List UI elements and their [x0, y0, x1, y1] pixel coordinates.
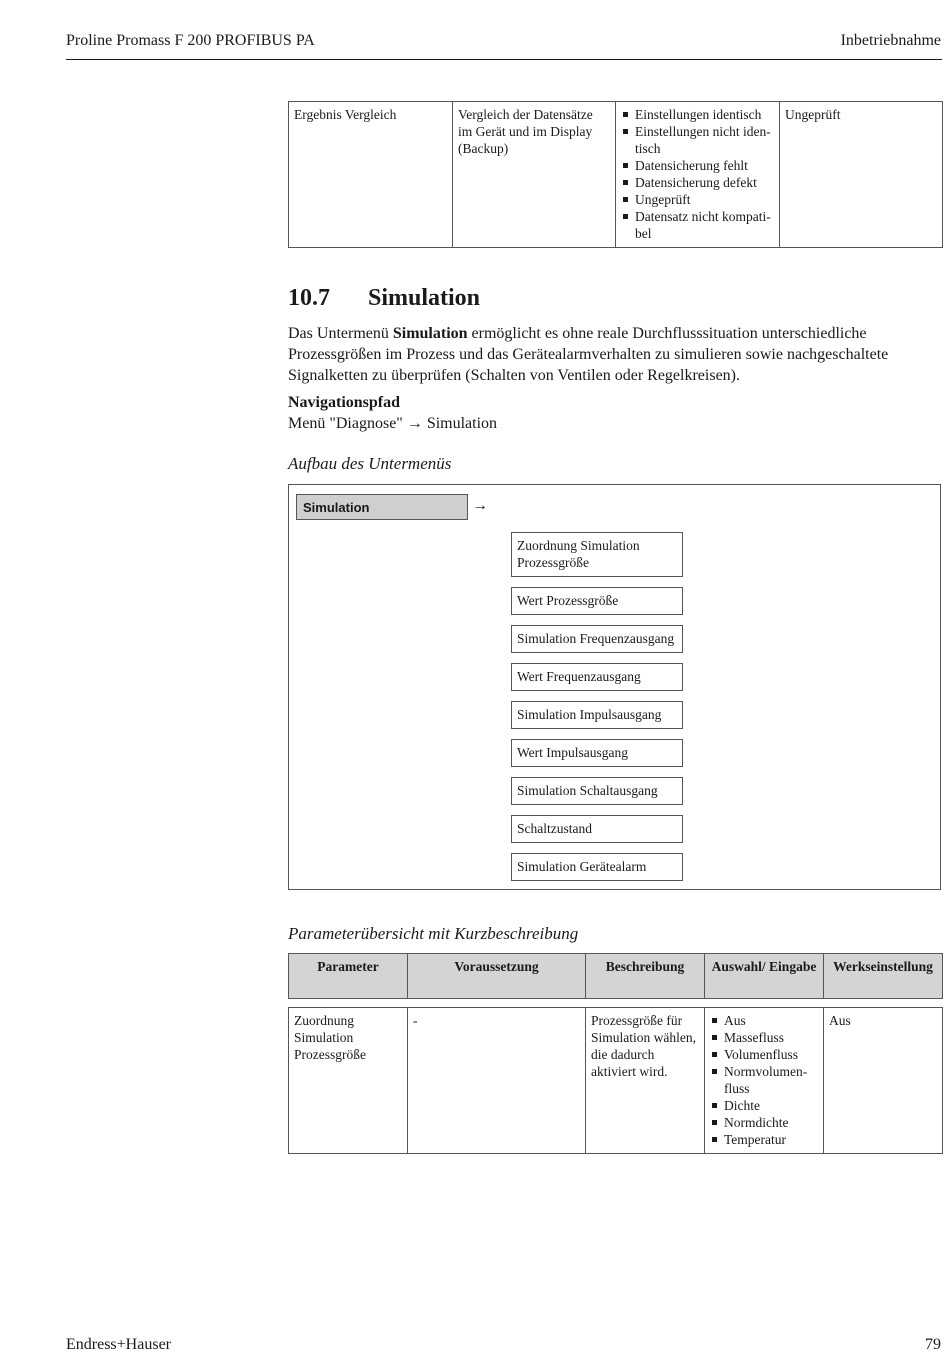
- column-header: Beschreibung: [586, 954, 705, 999]
- param-options-cell: [705, 1008, 824, 1154]
- submenu-item: Simulation Frequenzausgang: [511, 625, 683, 653]
- column-header: Auswahl/ Eingabe: [705, 954, 824, 999]
- options-list: [621, 106, 774, 242]
- list-item: Datensatz nicht kompati-bel: [621, 208, 774, 242]
- list-item: Dichte: [710, 1097, 818, 1114]
- list-item: Datensicherung defekt: [621, 174, 774, 191]
- parameter-table-caption: Parameterübersicht mit Kurzbeschreibung: [288, 924, 579, 943]
- list-item: Ungeprüft: [621, 191, 774, 208]
- param-options-cell: [616, 102, 780, 248]
- section-number: 10.7: [288, 285, 330, 311]
- table-row: [289, 1008, 943, 1154]
- param-description-cell: Vergleich der Datensätze im Gerät und im Display (Backup): [453, 102, 616, 248]
- navigation-path: Menü "Diagnose" → Simulation: [288, 415, 498, 432]
- list-item: Volumenfluss: [710, 1046, 818, 1063]
- arrow-right-icon: →: [472, 497, 488, 514]
- param-description-cell: Prozessgröße für Simulation wählen, die dadurch aktiviert wird.: [586, 1008, 705, 1154]
- list-item: Massefluss: [710, 1029, 818, 1046]
- column-header: Voraussetzung: [408, 954, 586, 999]
- navigation-path-title: Navigationspfad: [288, 394, 401, 411]
- submenu-item: Wert Frequenzausgang: [511, 663, 683, 691]
- submenu-item: Wert Prozessgröße: [511, 587, 683, 615]
- submenu-item: Simulation Schaltausgang: [511, 777, 683, 805]
- running-header-chapter: Inbetriebnahme: [840, 32, 941, 49]
- param-prerequisite-cell: -: [408, 1008, 586, 1154]
- section-heading: [288, 285, 480, 312]
- options-list: [710, 1012, 818, 1148]
- param-name-cell: Ergebnis Vergleich: [289, 102, 453, 248]
- footer-company: Endress+Hauser: [66, 1336, 171, 1353]
- intro-paragraph: [288, 323, 943, 386]
- table-header-row: [289, 954, 943, 999]
- parameter-body-table: [288, 1007, 943, 1154]
- page-number: 79: [925, 1336, 941, 1353]
- intro-text-before: Das Untermenü: [288, 325, 393, 342]
- list-item: Einstellungen identisch: [621, 106, 774, 123]
- submenu-item: Wert Impulsausgang: [511, 739, 683, 767]
- intro-bold-term: Simulation: [392, 325, 468, 342]
- submenu-item: Zuordnung Simulation Prozessgröße: [511, 532, 683, 577]
- column-header: Werkseinstellung: [824, 954, 943, 999]
- list-item: Normvolumen-fluss: [710, 1063, 818, 1097]
- top-parameter-table: [288, 101, 943, 248]
- section-title: Simulation: [368, 285, 481, 311]
- submenu-item: Schaltzustand: [511, 815, 683, 843]
- param-default-cell: Ungeprüft: [780, 102, 943, 248]
- list-item: Datensicherung fehlt: [621, 157, 774, 174]
- list-item: Normdichte: [710, 1114, 818, 1131]
- table-row: [289, 102, 943, 248]
- param-name-cell: Zuordnung Simulation Prozessgröße: [289, 1008, 408, 1154]
- list-item: Temperatur: [710, 1131, 818, 1148]
- header-rule: [66, 59, 942, 60]
- intro-text-after: ermöglicht es ohne reale Durchflusssituation unterschiedliche Prozessgrößen im Prozess und das Gerätealarmverhalten zu simulieren sowie nachgeschaltete Signalketten zu überprüfen (Schalten von Ventilen oder Regelkreisen).: [288, 325, 889, 384]
- list-item: Aus: [710, 1012, 818, 1029]
- column-header: Parameter: [289, 954, 408, 999]
- submenu-item: Simulation Gerätealarm: [511, 853, 683, 881]
- submenu-caption: Aufbau des Untermenüs: [288, 454, 452, 473]
- running-header-title: Proline Promass F 200 PROFIBUS PA: [66, 32, 315, 49]
- submenu-item: Simulation Impulsausgang: [511, 701, 683, 729]
- submenu-root-box: Simulation: [296, 494, 468, 520]
- param-default-cell: Aus: [824, 1008, 943, 1154]
- list-item: Einstellungen nicht iden-tisch: [621, 123, 774, 157]
- parameter-header-table: [288, 953, 943, 999]
